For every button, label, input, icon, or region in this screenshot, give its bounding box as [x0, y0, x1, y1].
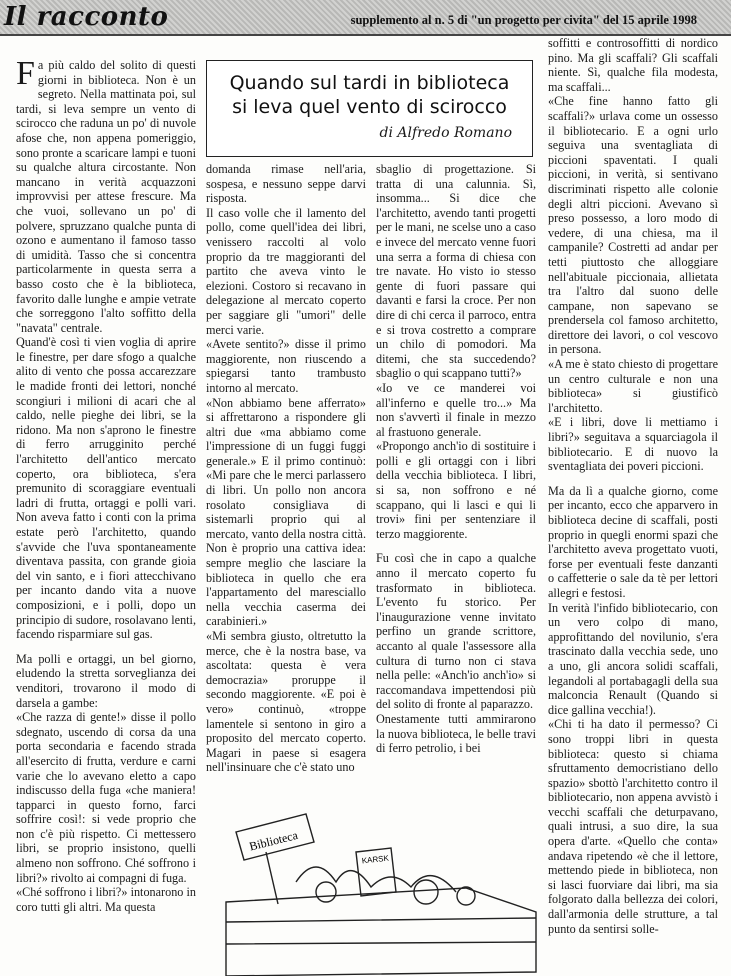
text-column-4	[548, 36, 718, 936]
fruit-shape	[316, 882, 336, 902]
article-title-line-1: Quando sul tardi in biblioteca	[229, 72, 510, 94]
box-label: KARSK	[361, 853, 390, 866]
paragraph: Ma polli e ortaggi, un bel giorno, eludendo la stretta sorveglianza dei venditori, trovarono il modo di darsela a gambe:	[16, 651, 196, 710]
text-column-2	[206, 162, 366, 775]
byline: di Alfredo Romano	[379, 125, 512, 141]
paragraph: «Ché soffrono i libri?» intonarono in coro tutti gli altri. Ma questa	[16, 885, 196, 914]
article-title-box	[206, 60, 533, 157]
paragraph: Il caso volle che il lamento del pollo, come quell'idea dei libri, venissero raccolti al volo proprio da tre maggioranti del partito che aveva vinto le elezioni. Costoro si recavano in delegazione al mercato coperto per saggiare gli "umori" delle merci varie.	[206, 205, 366, 337]
paragraph: sbaglio di progettazione. Si tratta di una calunnia. Sì, insomma... Si dice che l'architetto, avendo tanti progetti per le mani, ne scelse uno a caso e invece del mercato venne fuori una serra a forma di chiesa con tre navate. Ho visto io stesso gente di fuori passare qui davanti e farsi la croce. Per non dire di chi cerca il parroco, entra e si trova costretto a comprare un chilo di pomodori. Ma ditemi, che sta succedendo? sbaglio o qui scappano tutti?»	[376, 162, 536, 381]
illustration-market-crate	[206, 792, 546, 976]
crate-slats	[226, 918, 536, 944]
paragraph: soffitti e controsoffitti di nordico pino. Ma gli scaffali? Gli scaffali niente. Sì, qualche fila modesta, ma scaffali...	[548, 36, 718, 94]
supplement-line: supplemento al n. 5 di "un progetto per civita" del 15 aprile 1998	[350, 13, 697, 27]
paragraph	[16, 55, 196, 335]
paragraph: Onestamente tutti ammirarono la nuova biblioteca, le belle travi di ferro petrolio, i bei	[376, 711, 536, 756]
text-column-3	[376, 162, 536, 756]
paragraph: domanda rimase nell'aria, sospesa, e nessuno seppe darvi risposta.	[206, 162, 366, 206]
signpost-stick	[266, 852, 278, 904]
crate-outline	[226, 888, 536, 976]
dropcap: F	[16, 55, 35, 92]
article-title-line-2: si leva quel vento di scirocco	[232, 96, 507, 118]
section-title: Il racconto	[4, 2, 169, 32]
paragraph: In verità l'infido bibliotecario, con un vero colpo di mano, approfittando del novilunio, s'era trascinato dalla vecchia sede, uno a uno, gli ancora solidi scaffali, legandoli al portabagagli della sua malconcia Renault (Quando si dice gallina vecchia!).	[548, 600, 718, 717]
paragraph: Ma da lì a qualche giorno, come per incanto, ecco che apparvero in biblioteca decine di scaffali, posti proprio in quegli enormi spazi che l'architetto aveva progettato vuoti, forse per eventuali feste danzanti o caffetterie o sale da tè per lettori allegri e festosi.	[548, 483, 718, 600]
paragraph: «Mi sembra giusto, oltretutto la merce, che è la nostra base, va ascoltata: questa è vera democrazia» proruppe il secondo maggiorente. «E poi è vero» continuò, «troppe lamentele si sentono in giro a proposito del mercato coperto. Magari in paese si esagera nell'insinuare che c'è stato uno	[206, 629, 366, 775]
produce-pile	[296, 867, 456, 892]
paragraph: «Avete sentito?» disse il primo maggiorente, non riuscendo a spiegarsi tanto trambusto intorno al mercato.	[206, 337, 366, 395]
fruit-shape	[457, 887, 475, 905]
paragraph: «A me è stato chiesto di progettare un centro culturale e non una biblioteca» si giustificò l'architetto.	[548, 357, 718, 415]
paragraph: «Chi ti ha dato il permesso? Ci sono troppi libri in questa biblioteca: questo si chiama sfruttamento democristiano dello spazio» sbottò l'architetto contro il bibliotecario, non appena avvistò i vecchi scaffali che deturpavano, quali intrusi, a suo dire, la sua opera d'arte. «Quello che conta» andava ripetendo «è che il lettore, mettendo piede in biblioteca, non si lasci fuorviare dai libri, ma sia folgorato dalla bellezza dei colori, dall'armonia delle strutture, a tal punto da sentirsi solle-	[548, 717, 718, 936]
paragraph: «Io ve ce manderei voi all'inferno e quelle tro...» Ma non s'avvertì il finale in mezzo al frastuono generale.	[376, 380, 536, 439]
text-column-1	[16, 55, 196, 914]
page-header	[0, 0, 731, 36]
paragraph: Quand'è così ti vien voglia di aprire le finestre, per dare sfogo a qualche alito di vento che possa accarezzare le madide fronti dei lettori, nonché scongiuri i milioni di acari che al caldo, nelle pieghe dei libri, se la ridono. Ma non s'aprono le finestre di ferro arrugginito perché l'architetto dell'antico mercato coperto, ora biblioteca, s'era premunito di scoraggiare eventuali ladri di frutta, ortaggi e polli vari. Non aveva fatto i conti con la prima estate però l'architetto, quando s'avvide che l'uva spontaneamente diventava passita, con grande gioia del vin santo, e i fiori attecchivano per incanto dando vita a nuove composizioni, e i polli, dopo un principio di sudore, rosolavano lenti, facendo risparmiare sul gas.	[16, 335, 196, 642]
paragraph: «Propongo anch'io di sostituire i polli e gli ortaggi con i libri della vecchia biblioteca. I libri, si sa, non soffrono e né scappano, qui li lasci e qui li trovi» fini per sentenziare il terzo maggiorente.	[376, 439, 536, 541]
paragraph: «Che fine hanno fatto gli scaffali?» urlava come un ossesso il bibliotecario. E a ogni urlo seguiva una sventagliata di piccioni spaventati. I quali piccioni, in verità, si sentivano discriminati rispetto alle colonie degli altri piccioni. Avevano sì preso possesso, a loro modo di vedere, di una chiesa, ma il campanile? Costretti ad andar per tetti piuttosto che alloggiare nell'abituale piccionaia, allietata tra l'altro dal suono delle campane, non sapevano se prendersela col famoso architetto, direttore dei lavori, o col vescovo in persona.	[548, 94, 718, 357]
fruit-shape	[414, 880, 438, 904]
paragraph: «E i libri, dove li mettiamo i libri?» seguitava a squarciagola il bibliotecario. E di nuovo la sventagliata dei poveri piccioni.	[548, 415, 718, 474]
paragraph: «Non abbiamo bene afferrato» si affrettarono a rispondere gli altri due «ma abbiamo come l'impressione di un fuggi fuggi generale.» E il primo continuò: «Mi pare che le merci parlassero di libri. Un pollo non ancora rosolato consigliava di sistemarli proprio qui al mercato, vanto della nostra città. Non è proprio una cattiva idea: sempre meglio che lasciare la biblioteca in quello che era l'appartamento del maresciallo nella vecchia caserma dei carabinieri.»	[206, 395, 366, 629]
paragraph: «Che razza di gente!» disse il pollo sdegnato, uscendo di corsa da una porta secondaria e facendo strada all'esercito di frutta, verdure e carni varie che lo avevano eletto a capo indiscusso della fuga «che maniera! tapparci in questo forno, farci soffrire così!: si vede proprio che non c'è più rispetto. Ci mettessero libri, se proprio insistono, quelli almeno non soffrono. Ché soffrono i libri?» rivolto ai compagni di fuga.	[16, 710, 196, 885]
sign-label: Biblioteca	[247, 827, 300, 854]
paragraph: Fu così che in capo a qualche anno il mercato coperto fu trasformato in biblioteca. L'evento fu storico. Per l'inaugurazione venne invitato perfino un grande scrittore, accanto al quale l'assessore alla cultura di turno non ci stava nella pelle: «Anch'io anch'io» si raccomandava impettendosi più del solito di fronte al paparazzo.	[376, 551, 536, 712]
paragraph-text: a più caldo del solito di questi giorni in biblioteca. Non è un segreto. Nella mattinata poi, sul tardi, si leva sempre un vento di scirocco che raduna un po' di nuvole afose che, non appena pomeriggio, sono pronte a scaricare lampi e tuoni su qualche altura circostante. Non mancano in verità acquazzoni improvvisi per attese frescure. Ma che vuoi, sollevano un po' di polvere, spruzzano qualche punta di ozono e aumentano il famoso tasso di umidità. Tasso che si concentra particolarmente in questa serra a basso costo che è la biblioteca, favorito dalle lunghe e ampie vetrate che sorreggono l'alto soffitto della "navata" centrale.	[16, 58, 196, 335]
